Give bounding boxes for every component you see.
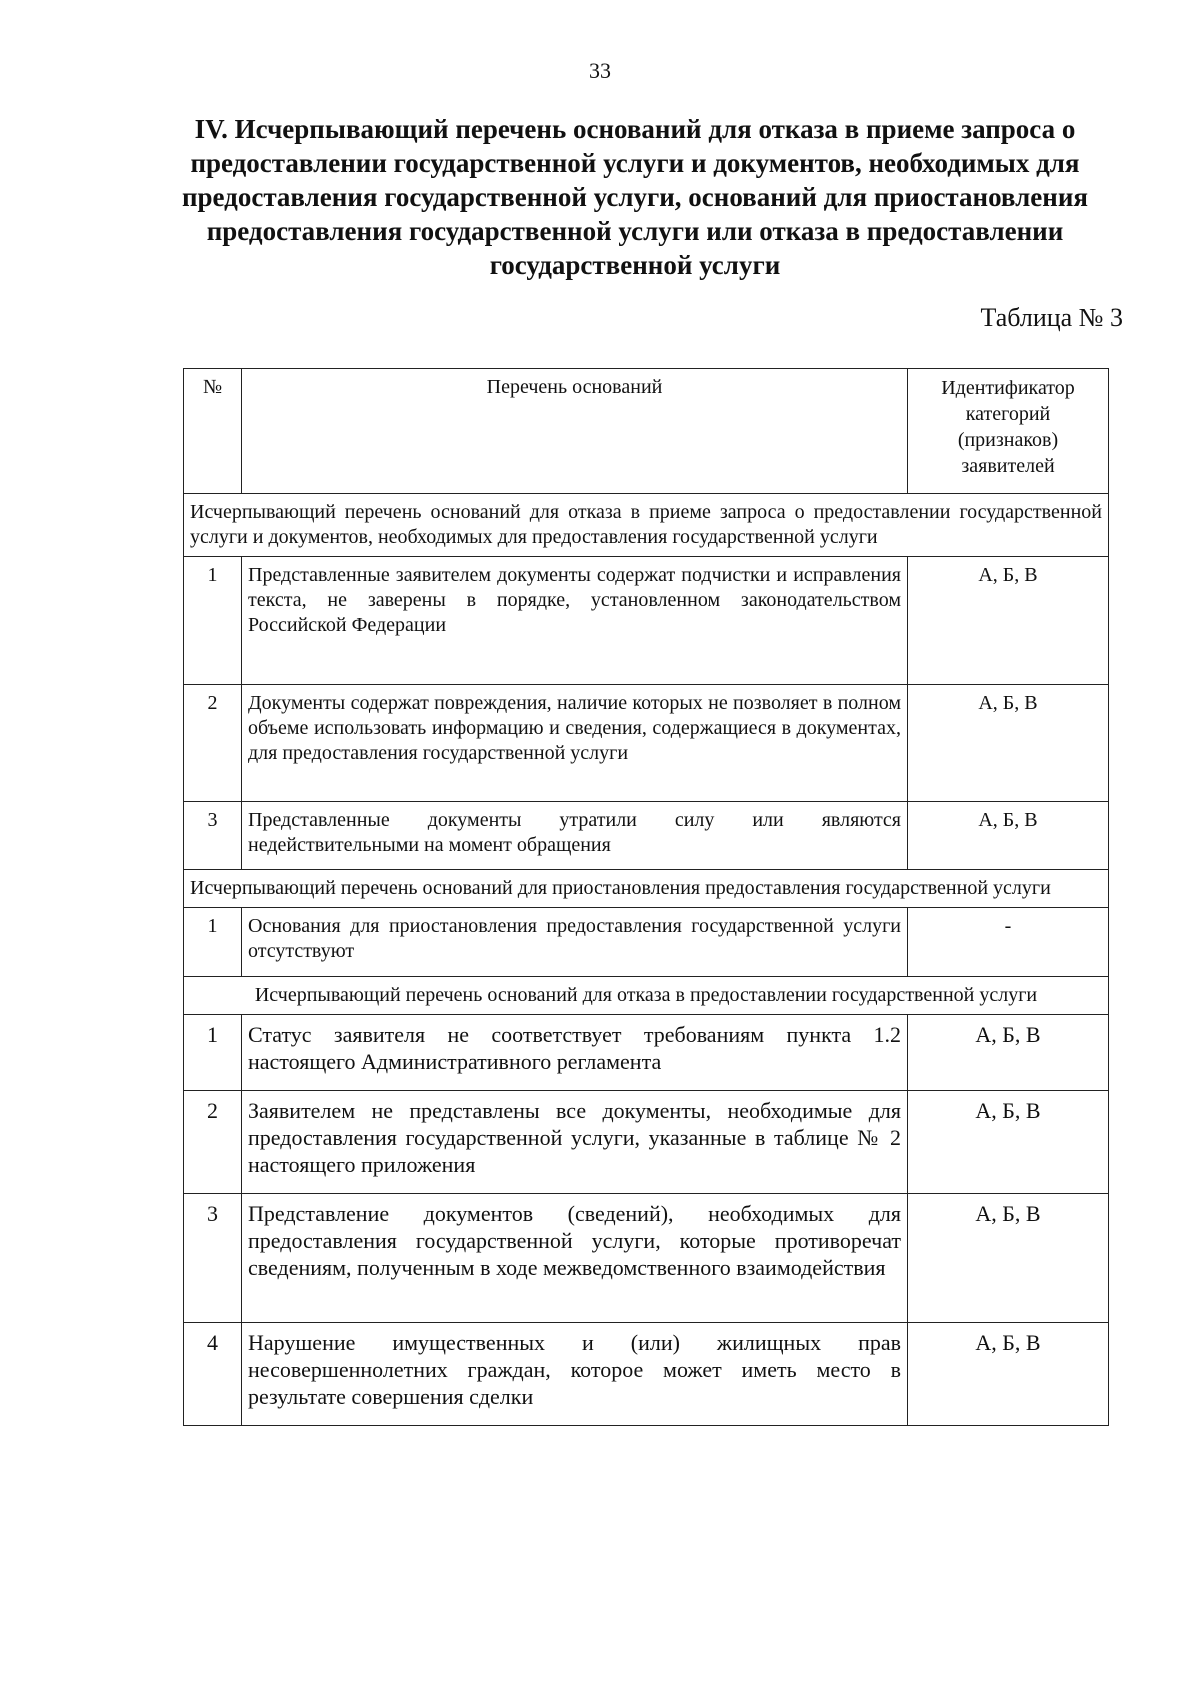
section-title-refusal-provision: Исчерпывающий перечень оснований для отказа в предоставлении государственной услуги: [184, 977, 1109, 1015]
row-reason: Основания для приостановления предоставления государственной услуги отсутствуют: [242, 908, 908, 977]
page-number: 33: [589, 58, 611, 83]
row-identifier: А, Б, В: [908, 685, 1109, 802]
section-row-refusal-acceptance: [184, 494, 1109, 557]
row-identifier: А, Б, В: [908, 1015, 1109, 1091]
table-row: [184, 1091, 1109, 1194]
row-identifier: -: [908, 908, 1109, 977]
table-row: [184, 802, 1109, 870]
header-number: №: [184, 369, 242, 494]
table-row: [184, 1015, 1109, 1091]
row-number: 2: [184, 1091, 242, 1194]
section-title-suspension: Исчерпывающий перечень оснований для приостановления предоставления государственной услуги: [184, 870, 1109, 908]
row-identifier: А, Б, В: [908, 1323, 1109, 1426]
table-row: [184, 557, 1109, 685]
header-identifier: Идентификатор категорий (признаков) заявителей: [908, 369, 1109, 494]
row-number: 1: [184, 557, 242, 685]
row-number: 2: [184, 685, 242, 802]
table-row: [184, 1323, 1109, 1426]
table-row: [184, 908, 1109, 977]
row-identifier: А, Б, В: [908, 557, 1109, 685]
row-identifier: А, Б, В: [908, 1194, 1109, 1323]
grounds-table: [183, 368, 1109, 1426]
row-reason: Нарушение имущественных и (или) жилищных прав несовершеннолетних граждан, которое может иметь место в результате совершения сделки: [242, 1323, 908, 1426]
table-row: [184, 685, 1109, 802]
row-identifier: А, Б, В: [908, 802, 1109, 870]
row-reason: Представленные заявителем документы содержат подчистки и исправления текста, не заверены в порядке, установленном законодательством Российской Федерации: [242, 557, 908, 685]
row-number: 1: [184, 908, 242, 977]
row-reason: Представление документов (сведений), необходимых для предоставления государственной услуги, которые противоречат сведениям, полученным в ходе межведомственного взаимодействия: [242, 1194, 908, 1323]
row-number: 3: [184, 1194, 242, 1323]
row-reason: Представленные документы утратили силу или являются недействительными на момент обращения: [242, 802, 908, 870]
row-reason: Заявителем не представлены все документы, необходимые для предоставления государственной услуги, указанные в таблице № 2 настоящего приложения: [242, 1091, 908, 1194]
table-header-row: [184, 369, 1109, 494]
section-title-refusal-acceptance: Исчерпывающий перечень оснований для отказа в приеме запроса о предоставлении государственной услуги и документов, необходимых для предоставления государственной услуги: [184, 494, 1109, 557]
section-title: IV. Исчерпывающий перечень оснований для отказа в приеме запроса о предоставлении государственной услуги и документов, необходимых для предоставления государственной услуги, оснований для приостановления предоставления государственной услуги или отказа в предоставлении государственной услуги: [181, 114, 1088, 280]
row-reason: Статус заявителя не соответствует требованиям пункта 1.2 настоящего Административного регламента: [242, 1015, 908, 1091]
section-row-refusal-provision: [184, 977, 1109, 1015]
header-reasons: Перечень оснований: [242, 369, 908, 494]
table-row: [184, 1194, 1109, 1323]
row-number: 4: [184, 1323, 242, 1426]
section-row-suspension: [184, 870, 1109, 908]
table-caption: Таблица № 3: [980, 303, 1123, 332]
row-identifier: А, Б, В: [908, 1091, 1109, 1194]
row-number: 1: [184, 1015, 242, 1091]
row-number: 3: [184, 802, 242, 870]
row-reason: Документы содержат повреждения, наличие которых не позволяет в полном объеме использовать информацию и сведения, содержащиеся в документах, для предоставления государственной услуги: [242, 685, 908, 802]
